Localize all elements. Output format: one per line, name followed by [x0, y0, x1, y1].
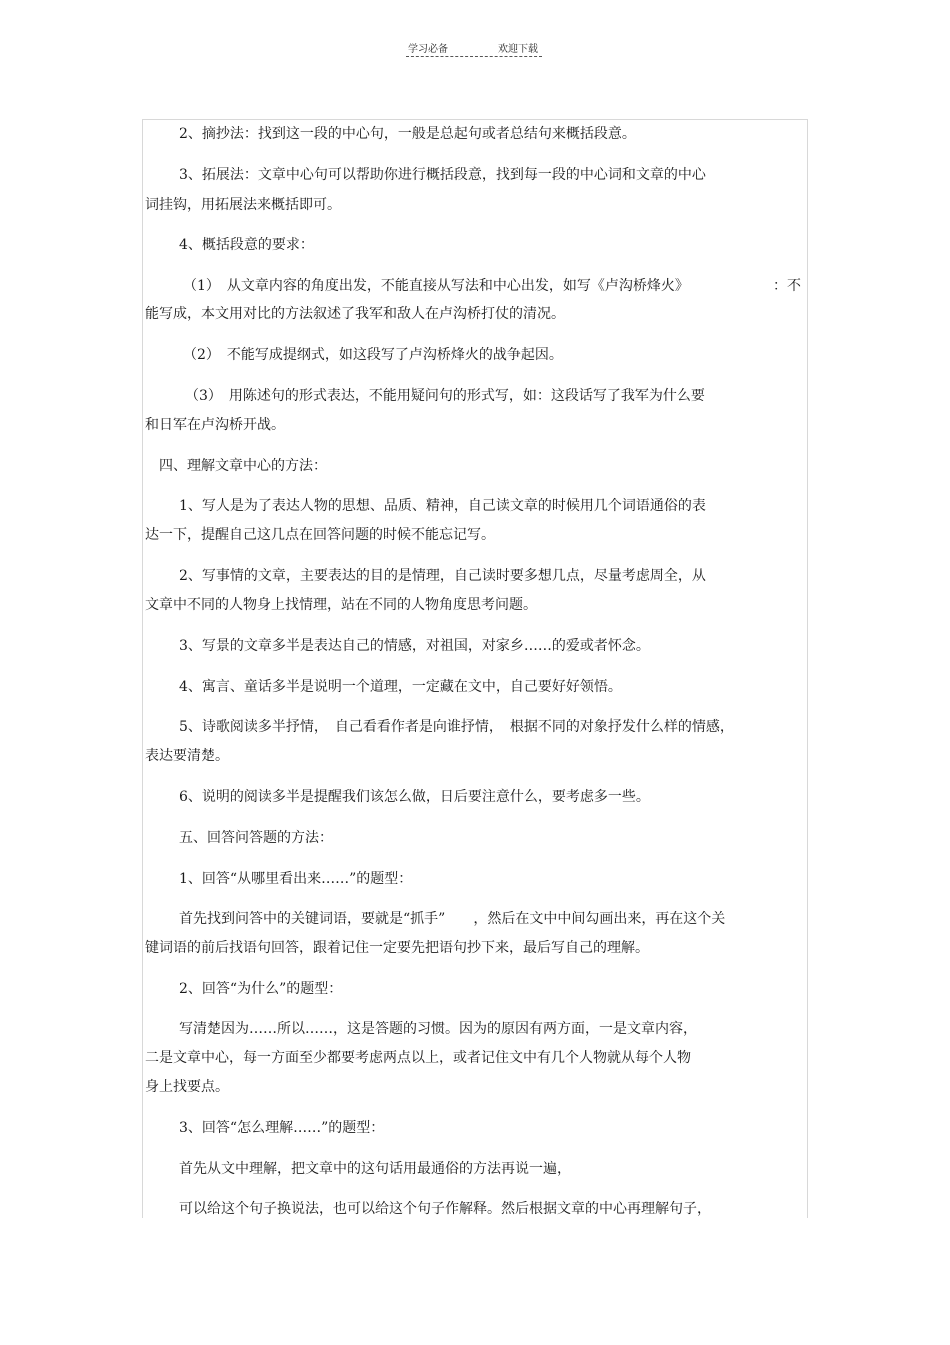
text-line: 首先找到问答中的关键词语，要就是“抓手” ，然后在文中中间勾画出来，再在这个关	[179, 911, 726, 927]
text-line: 能写成，本文用对比的方法叙述了我军和敌人在卢沟桥打仗的清况。	[145, 306, 565, 322]
section-heading: 四、理解文章中心的方法：	[159, 458, 327, 474]
text-line: 可以给这个句子换说法，也可以给这个句子作解释。然后根据文章的中心再理解句子，	[179, 1201, 711, 1217]
text-line: （3） 用陈述句的形式表达，不能用疑问句的形式写，如：这段话写了我军为什么要	[185, 388, 705, 404]
text-line: 文章中不同的人物身上找情理，站在不同的人物角度思考问题。	[145, 597, 537, 613]
text-line: 5、诗歌阅读多半抒情， 自己看看作者是向谁抒情， 根据不同的对象抒发什么样的情感，	[179, 719, 734, 735]
text-line: 和日军在卢沟桥开战。	[145, 417, 285, 433]
text-line: 2、写事情的文章，主要表达的目的是情理，自己读时要多想几点，尽量考虑周全，从	[179, 568, 706, 584]
text-line: （1） 从文章内容的角度出发，不能直接从写法和中心出发，如写《卢沟桥烽火》	[183, 278, 689, 294]
text-line: 写清楚因为……所以……，这是答题的习惯。因为的原因有两方面，一是文章内容，	[179, 1021, 697, 1037]
text-line: 键词语的前后找语句回答，跟着记住一定要先把语句抄下来，最后写自己的理解。	[145, 940, 649, 956]
text-line: 表达要清楚。	[145, 748, 229, 764]
text-line: 1、回答“从哪里看出来……”的题型：	[179, 871, 413, 887]
text-line: （2） 不能写成提纲式，如这段写了卢沟桥烽火的战争起因。	[183, 347, 563, 363]
header-left-text: 学习必备	[408, 44, 448, 55]
text-line: 6、说明的阅读多半是提醒我们该怎么做，日后要注意什么，要考虑多一些。	[179, 789, 650, 805]
text-line: 2、回答“为什么”的题型：	[179, 981, 343, 997]
text-line: 3、回答“怎么理解……”的题型：	[179, 1120, 385, 1136]
text-line: 3、拓展法：文章中心句可以帮助你进行概括段意，找到每一段的中心词和文章的中心	[179, 167, 706, 183]
section-heading: 五、回答问答题的方法：	[179, 830, 333, 846]
header-right-text: 欢迎下载	[498, 44, 538, 55]
text-line: 二是文章中心，每一方面至少都要考虑两点以上，或者记住文中有几个人物就从每个人物	[145, 1050, 691, 1066]
text-line: 首先从文中理解，把文章中的这句话用最通俗的方法再说一遍，	[179, 1161, 571, 1177]
text-line: 3、写景的文章多半是表达自己的情感，对祖国，对家乡……的爱或者怀念。	[179, 638, 650, 654]
text-line: 4、寓言、童话多半是说明一个道理，一定藏在文中，自己要好好领悟。	[179, 679, 622, 695]
page-header	[406, 36, 542, 57]
text-line: 达一下，提醒自己这几点在回答问题的时候不能忘记写。	[145, 527, 495, 543]
text-line: 词挂钩，用拓展法来概括即可。	[145, 197, 341, 213]
text-line: 4、概括段意的要求：	[179, 237, 314, 253]
document-body	[142, 119, 808, 1218]
text-line: 身上找要点。	[145, 1079, 229, 1095]
text-line: 2、摘抄法：找到这一段的中心句，一般是总起句或者总结句来概括段意。	[179, 126, 636, 142]
text-line: 1、写人是为了表达人物的思想、品质、精神，自己读文章的时候用几个词语通俗的表	[179, 498, 706, 514]
text-line: ：不	[773, 278, 801, 294]
